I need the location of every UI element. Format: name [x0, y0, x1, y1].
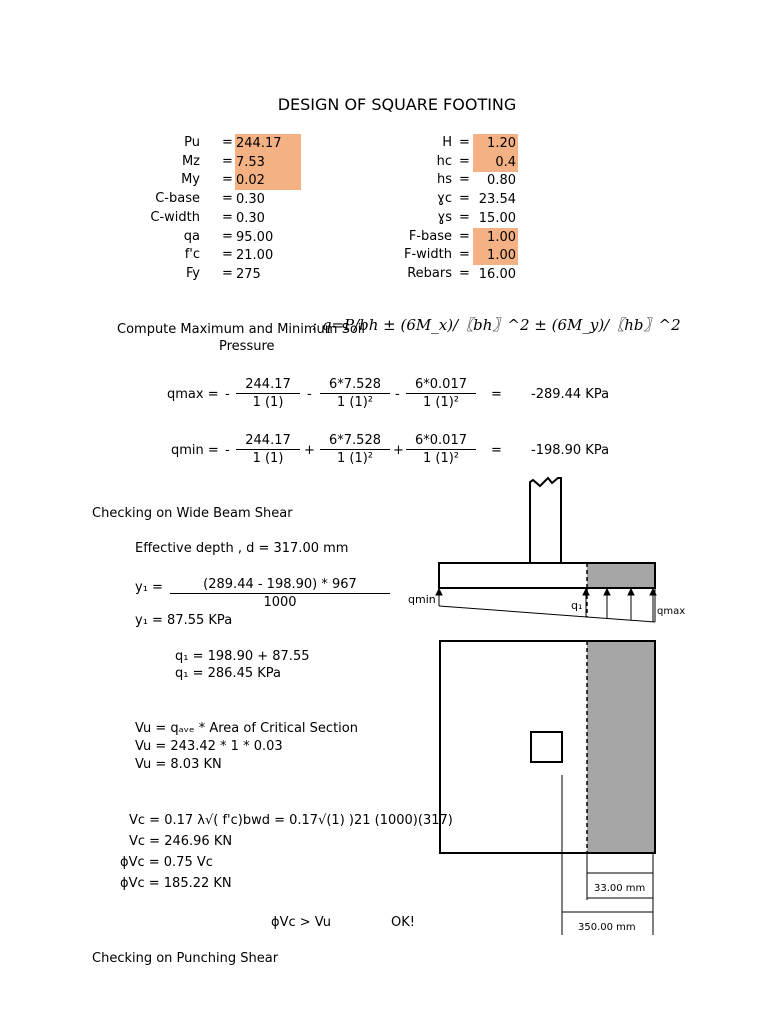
pressure-formula: : q=P/bh ± (6M_x)/〖bh〗^2 ± (6M_y)/〖hb〗^2 — [312, 316, 681, 334]
input-label: ɣs — [437, 209, 452, 225]
input-label: F-width — [403, 247, 452, 263]
input-equals: = — [459, 153, 470, 169]
input-equals: = — [459, 228, 470, 244]
phi-vc-result: ϕVc = 185.22 KN — [120, 876, 232, 891]
input-value[interactable]: 1.20 — [473, 134, 518, 153]
effective-depth: Effective depth , d = 317.00 mm — [135, 541, 349, 556]
qmax-sign: - — [225, 387, 230, 402]
input-equals: = — [459, 247, 470, 263]
input-equals: = — [222, 191, 233, 207]
input-equals: = — [459, 172, 470, 188]
input-label: Rebars — [407, 265, 452, 281]
input-value[interactable]: 1.00 — [473, 246, 518, 265]
input-value: 16.00 — [478, 266, 516, 282]
vu-result: Vu = 8.03 KN — [135, 757, 222, 772]
wide-beam-heading: Checking on Wide Beam Shear — [92, 506, 293, 521]
input-value: 0.30 — [236, 192, 265, 208]
footing-diagram — [400, 470, 690, 940]
qmin-op-1: + — [304, 443, 315, 458]
column-elevation — [530, 478, 561, 562]
q1-sum: q₁ = 198.90 + 87.55 — [175, 649, 310, 664]
y1-fraction: $\frac{(289.44 - 198.90) * 967}{1000}$ — [170, 577, 390, 610]
page-title: DESIGN OF SQUARE FOOTING — [277, 95, 517, 114]
input-label: ɣc — [437, 191, 452, 207]
vu-definition: Vu = qₐᵥₑ * Area of Critical Section — [135, 721, 358, 736]
q1-label-diagram: q₁ — [571, 599, 583, 612]
qmin-fraction-2: $\frac{6*7.528}{\text{1 (1)²}}$ — [320, 433, 390, 466]
qmin-fraction-3: $\frac{6*0.017}{\text{1 (1)²}}$ — [406, 433, 476, 466]
qmax-op-2: - — [395, 387, 400, 402]
qmax-equals: = — [491, 387, 502, 402]
qmin-equals: = — [491, 443, 502, 458]
dimension-350mm: 350.00 mm — [578, 922, 636, 933]
input-value[interactable]: 0.02 — [235, 171, 301, 190]
input-value[interactable]: 1.00 — [473, 228, 518, 247]
qmax-fraction-1: $\frac{244.17}{1 (1)}$ — [236, 377, 300, 410]
punching-heading: Checking on Punching Shear — [92, 951, 279, 966]
critical-zone-elevation — [587, 563, 655, 588]
input-equals: = — [459, 135, 470, 150]
input-label: Pu — [184, 135, 200, 150]
input-label: hc — [436, 153, 452, 169]
qmax-result: -289.44 KPa — [531, 387, 610, 402]
input-value: 15.00 — [478, 210, 516, 226]
input-label: Fy — [186, 265, 200, 281]
q1-result: q₁ = 286.45 KPa — [175, 666, 281, 681]
qmin-result: -198.90 KPa — [531, 443, 610, 458]
qmax-op-1: - — [307, 387, 312, 402]
soil-pressure-heading: Compute Maximum and Minimum Soil — [117, 322, 365, 337]
y1-result: y₁ = 87.55 KPa — [135, 613, 233, 628]
qmin-label-diagram: qmin — [408, 593, 436, 606]
input-label: qa — [183, 228, 200, 244]
input-value[interactable]: 7.53 — [235, 153, 301, 172]
input-label: Mz — [181, 153, 200, 169]
input-equals: = — [222, 247, 233, 263]
input-equals: = — [222, 209, 233, 225]
qmax-fraction-2: $\frac{6*7.528}{\text{1 (1)²}}$ — [320, 377, 390, 410]
qmax-label-diagram: qmax — [657, 606, 686, 617]
qmin-fraction-1: $\frac{244.17}{1 (1)}$ — [236, 433, 300, 466]
vu-calc: Vu = 243.42 * 1 * 0.03 — [135, 739, 283, 754]
column-plan — [531, 732, 562, 762]
input-equals: = — [222, 265, 233, 281]
phi-vc-definition: ϕVc = 0.75 Vc — [120, 855, 213, 870]
qmin-sign: - — [225, 443, 230, 458]
input-value: 95.00 — [236, 229, 274, 245]
qmin-op-2: + — [393, 443, 404, 458]
input-label: My — [181, 172, 200, 188]
input-value: 23.54 — [478, 192, 516, 208]
input-equals: = — [459, 265, 470, 281]
input-label: H — [442, 135, 452, 150]
input-value[interactable]: 0.4 — [473, 153, 518, 172]
qmax-label: qmax = — [167, 387, 219, 402]
input-value: 275 — [236, 266, 261, 282]
input-equals: = — [222, 228, 233, 244]
pressure-line — [439, 606, 655, 622]
input-value: 0.30 — [236, 210, 265, 226]
input-equals: = — [459, 209, 470, 225]
input-label: C-width — [150, 209, 200, 225]
input-equals: = — [222, 172, 233, 188]
shear-check: ϕVc > Vu — [271, 915, 332, 930]
input-label: hs — [436, 172, 452, 188]
input-equals: = — [222, 153, 233, 169]
input-equals: = — [459, 191, 470, 207]
soil-pressure-heading-2: Pressure — [219, 339, 275, 354]
dimension-33mm: 33.00 mm — [594, 883, 646, 894]
input-equals: = — [222, 135, 233, 150]
pressure-arrows — [436, 589, 656, 622]
input-label: C-base — [155, 191, 200, 207]
qmin-label: qmin = — [171, 443, 219, 458]
shear-check-status: OK! — [391, 915, 415, 930]
vc-result: Vc = 246.96 KN — [129, 834, 233, 849]
vc-formula: Vc = 0.17 λ√( f'c)bwd = 0.17√(1) )21 (1000)(317) — [129, 813, 453, 828]
input-value[interactable]: 244.17 — [235, 134, 301, 153]
qmax-fraction-3: $\frac{6*0.017}{\text{1 (1)²}}$ — [406, 377, 476, 410]
y1-label: y₁ = — [135, 580, 163, 595]
input-value: 0.80 — [487, 173, 516, 189]
input-label: f'c — [184, 247, 200, 263]
input-value: 21.00 — [236, 248, 274, 264]
critical-zone-plan — [587, 641, 655, 853]
input-label: F-base — [408, 228, 452, 244]
